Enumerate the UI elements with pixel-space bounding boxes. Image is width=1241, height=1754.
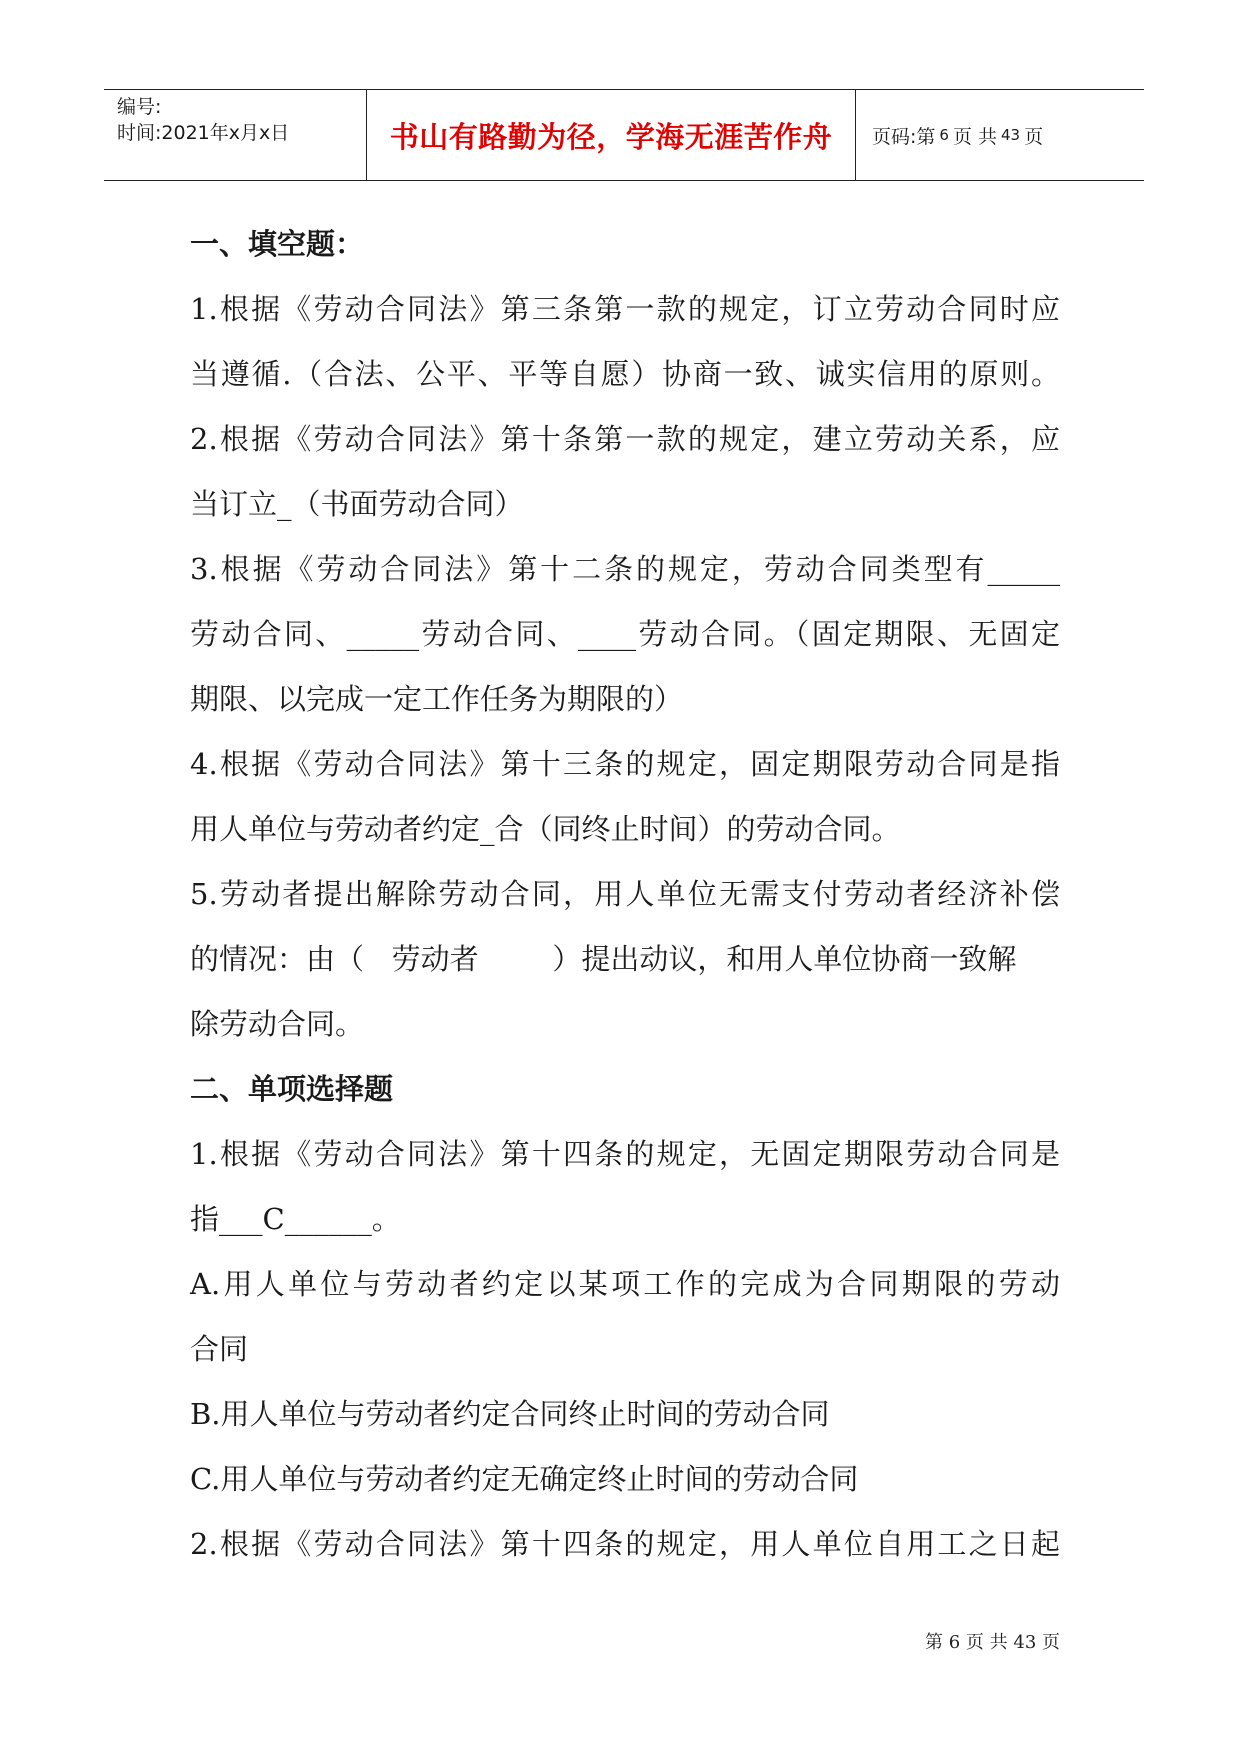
- text-line: 当订立_（书面劳动合同）: [190, 487, 524, 521]
- page-total: 43: [1001, 126, 1021, 144]
- text-line: 1.根据《劳动合同法》第三条第一款的规定，订立劳动合同时应: [190, 292, 1060, 326]
- text-line: 2.根据《劳动合同法》第十四条的规定，用人单位自用工之日起: [190, 1527, 1060, 1561]
- option-line: A.用人单位与劳动者约定以某项工作的完成为合同期限的劳动: [190, 1267, 1060, 1301]
- text-line: 4.根据《劳动合同法》第十三条的规定，固定期限劳动合同是指: [190, 747, 1060, 781]
- page-mid-label: 页 共: [952, 125, 997, 148]
- serial-label: 编号:: [117, 96, 162, 118]
- text-line: 1.根据《劳动合同法》第十四条的规定，无固定期限劳动合同是: [190, 1137, 1060, 1171]
- option-line: C.用人单位与劳动者约定无确定终止时间的劳动合同: [190, 1462, 859, 1496]
- document-body: [190, 212, 1060, 1577]
- page-footer: 第 6 页 共 43 页: [925, 1632, 1060, 1653]
- page-label: 页码:第: [872, 125, 936, 148]
- text-line: 用人单位与劳动者约定_合（同终止时间）的劳动合同。: [190, 812, 901, 846]
- text-line: 5.劳动者提出解除劳动合同，用人单位无需支付劳动者经济补偿: [190, 877, 1060, 911]
- text-line: 2.根据《劳动合同法》第十条第一款的规定，建立劳动关系，应: [190, 422, 1060, 456]
- page-end-label: 页: [1024, 125, 1044, 148]
- section-heading-fill-blank: 一、填空题：: [190, 227, 365, 261]
- text-line: 当遵循.（合法、公平、平等自愿）协商一致、诚实信用的原则。: [190, 357, 1060, 391]
- text-line: 期限、以完成一定工作任务为期限的）: [190, 682, 684, 716]
- time-label: 时间:2021年x月x日: [117, 122, 290, 144]
- text-line: 的情况：由（ 劳动者 ）提出动议，和用人单位协商一致解: [190, 942, 1017, 976]
- header-motto-cell: [367, 90, 856, 180]
- text-line: 劳动合同、_____劳动合同、____劳动合同。（固定期限、无固定: [190, 617, 1060, 651]
- text-line: 除劳动合同。: [190, 1007, 365, 1041]
- header-meta-cell: [104, 90, 367, 180]
- option-line: 合同: [190, 1332, 249, 1366]
- motto-text: 书山有路勤为径，学海无涯苦作舟: [389, 119, 833, 154]
- page-number: 6: [939, 126, 949, 144]
- page-header: [104, 89, 1144, 181]
- section-heading-single-choice: 二、单项选择题: [190, 1072, 394, 1106]
- text-line: 指___C______。: [190, 1202, 401, 1236]
- text-line: 3.根据《劳动合同法》第十二条的规定，劳动合同类型有_____: [190, 552, 1060, 586]
- option-line: B.用人单位与劳动者约定合同终止时间的劳动合同: [190, 1397, 830, 1431]
- header-page-cell: [856, 90, 1144, 180]
